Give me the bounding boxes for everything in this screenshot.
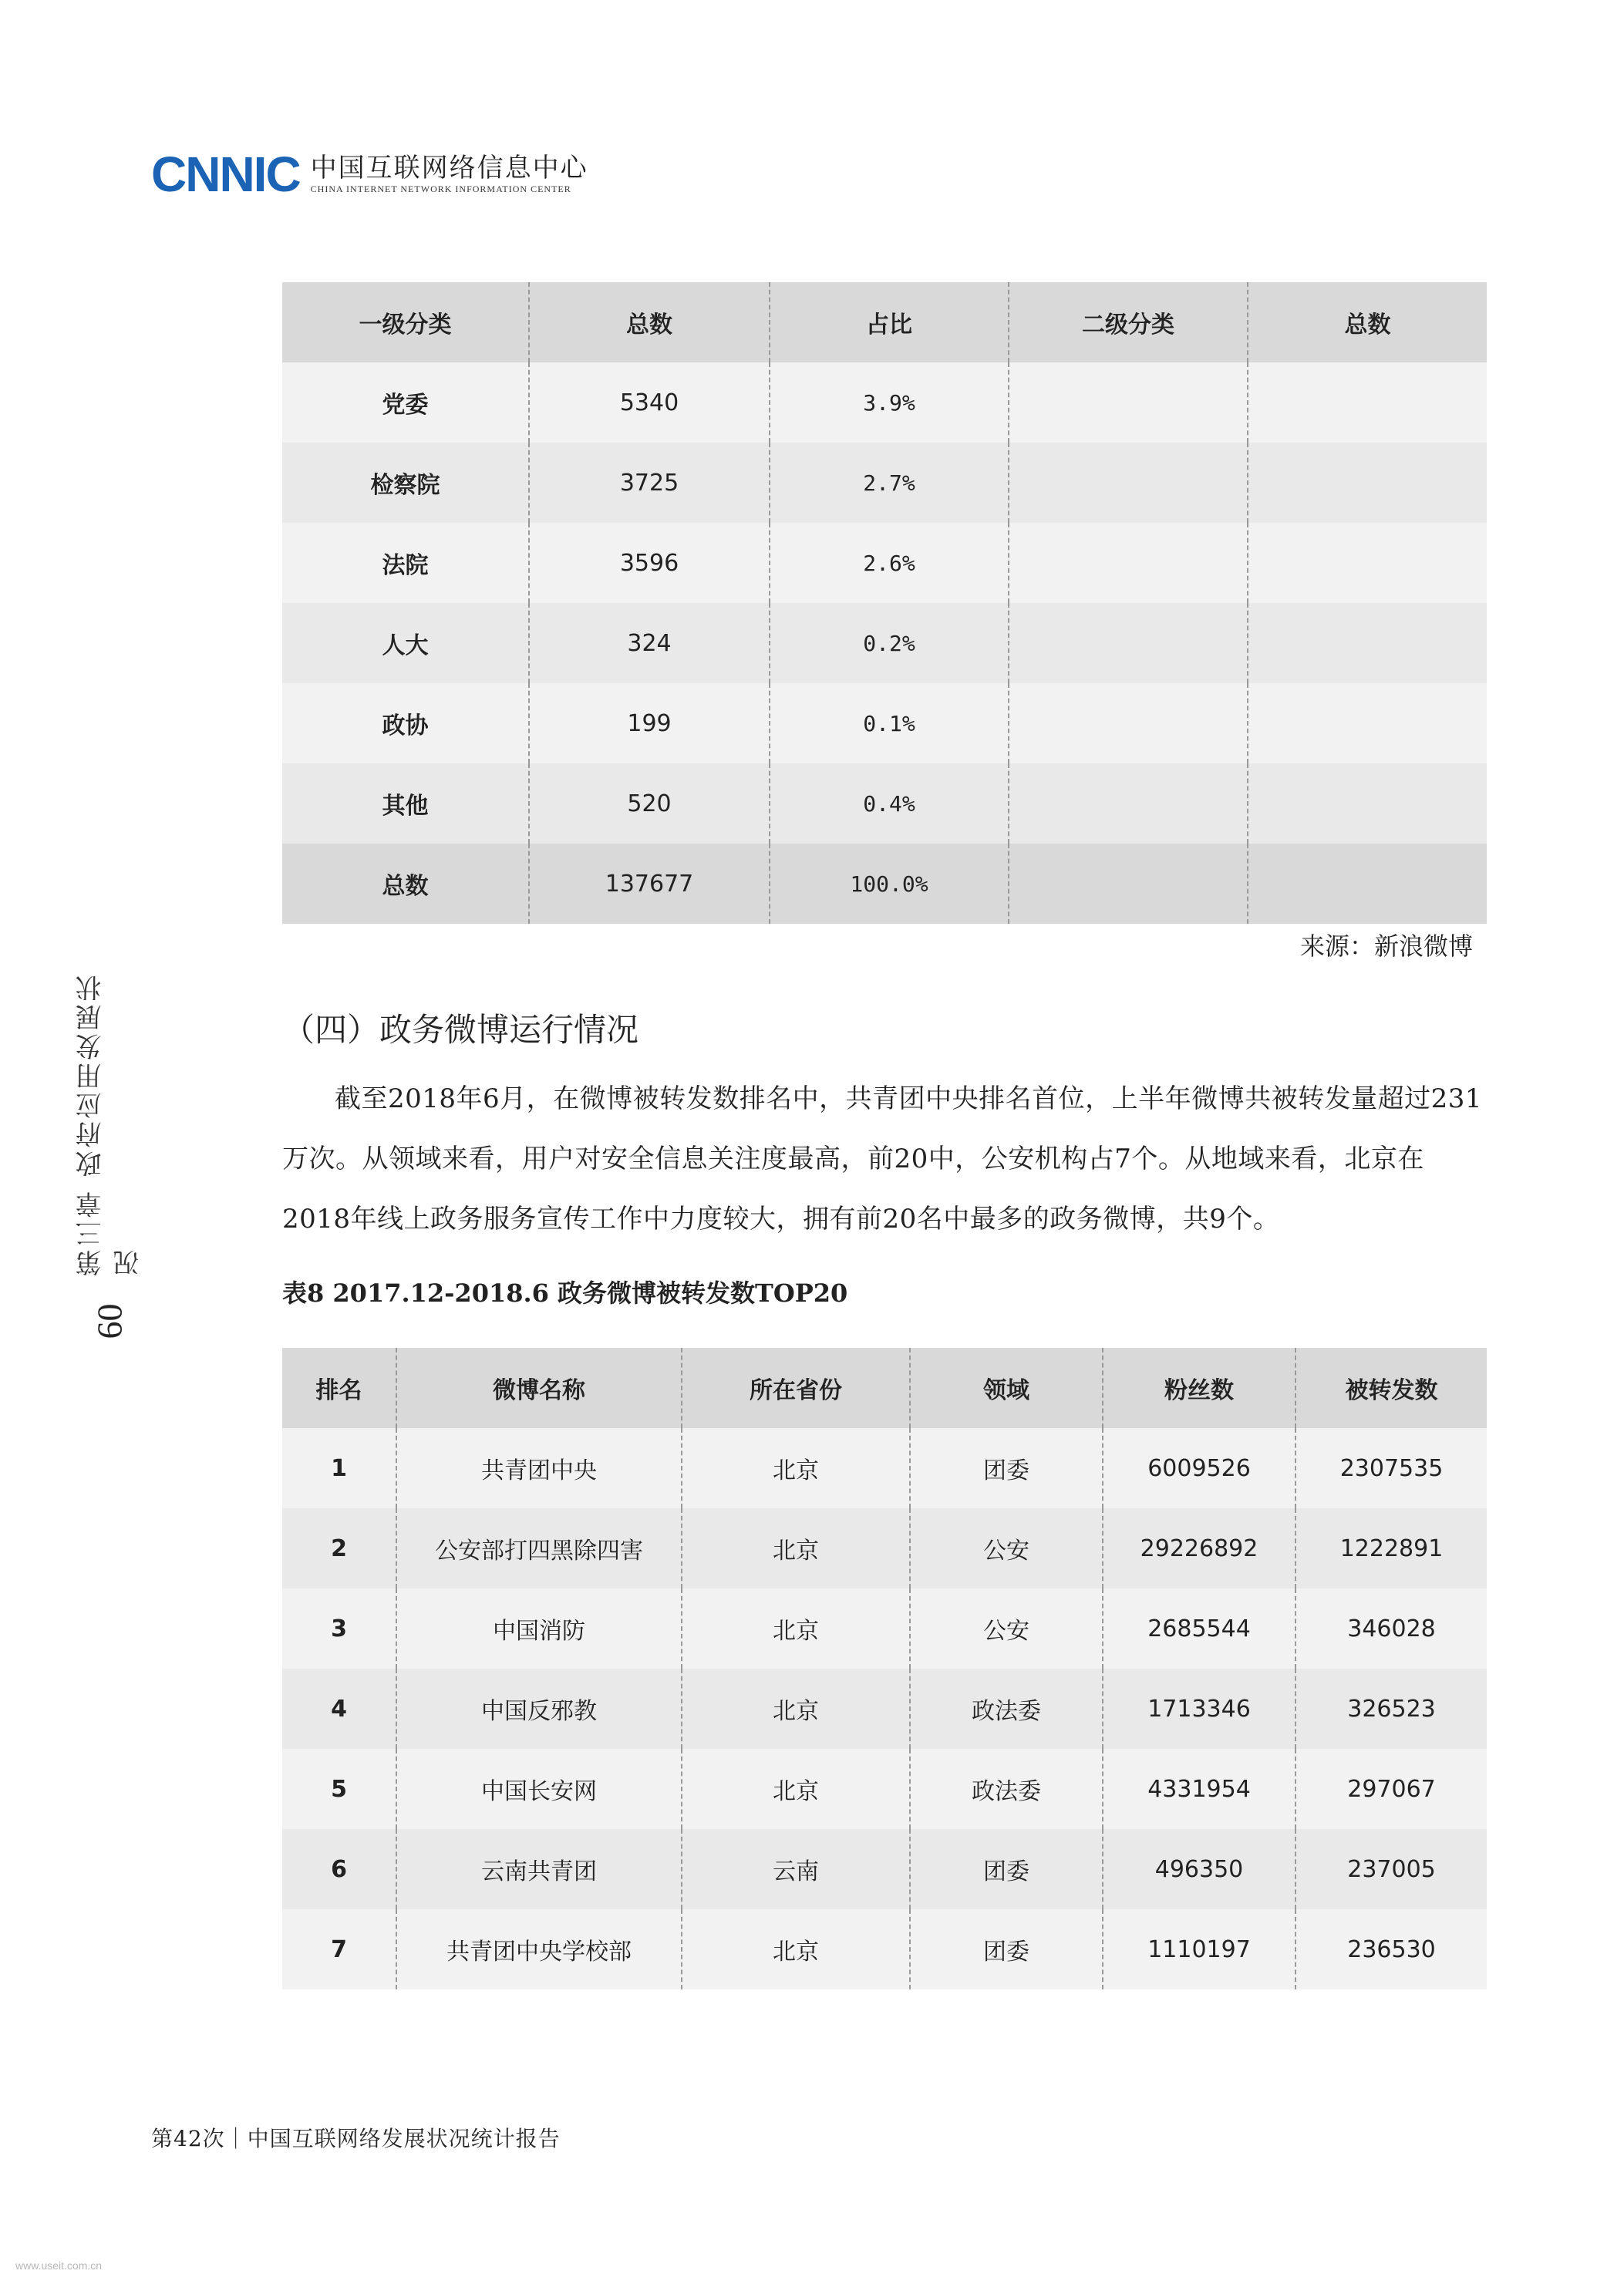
total-cell: 3596 (529, 523, 770, 603)
table-row (282, 443, 1487, 523)
header-cell: 被转发数 (1295, 1348, 1487, 1428)
watermark: www.useit.com.cn (15, 2259, 103, 2272)
subtotal-cell (1248, 603, 1487, 683)
table-row (282, 1588, 1487, 1669)
rank-cell: 5 (282, 1749, 396, 1829)
subtotal-cell (1248, 844, 1487, 924)
fans-cell: 4331954 (1103, 1749, 1295, 1829)
weibo-name-cell: 共青团中央 (396, 1428, 682, 1508)
field-cell: 政法委 (910, 1669, 1103, 1749)
category-cell: 法院 (282, 523, 529, 603)
rank-cell: 6 (282, 1829, 396, 1909)
table-header-row (282, 1348, 1487, 1428)
table-row (282, 603, 1487, 683)
side-chapter-label (76, 952, 144, 1353)
header-cell: 占比 (770, 282, 1009, 362)
reposts-cell: 297067 (1295, 1749, 1487, 1829)
fans-cell: 1713346 (1103, 1669, 1295, 1749)
weibo-name-cell: 中国消防 (396, 1588, 682, 1669)
category-cell: 其他 (282, 763, 529, 844)
field-cell: 团委 (910, 1909, 1103, 1989)
table-row (282, 1829, 1487, 1909)
category-cell: 人大 (282, 603, 529, 683)
header-cell: 总数 (1248, 282, 1487, 362)
province-cell: 北京 (682, 1428, 910, 1508)
ratio-cell: 0.2% (770, 603, 1009, 683)
reposts-cell: 1222891 (1295, 1508, 1487, 1588)
table-header-row (282, 282, 1487, 362)
total-cell: 520 (529, 763, 770, 844)
subcategory-cell (1009, 844, 1248, 924)
weibo-name-cell: 中国反邪教 (396, 1669, 682, 1749)
table-row (282, 362, 1487, 443)
ratio-cell: 100.0% (770, 844, 1009, 924)
table-total-row (282, 844, 1487, 924)
table-row (282, 1749, 1487, 1829)
province-cell: 北京 (682, 1588, 910, 1669)
subtotal-cell (1248, 683, 1487, 763)
total-cell: 137677 (529, 844, 770, 924)
field-cell: 团委 (910, 1428, 1103, 1508)
table-row (282, 1909, 1487, 1989)
chapter-title: 第三章 政府应用发展状况 (76, 972, 144, 1276)
subcategory-cell (1009, 683, 1248, 763)
reposts-cell: 346028 (1295, 1588, 1487, 1669)
weibo-name-cell: 中国长安网 (396, 1749, 682, 1829)
header-cell: 领域 (910, 1348, 1103, 1428)
logo-english-name: CHINA INTERNET NETWORK INFORMATION CENTER (310, 184, 571, 194)
fans-cell: 29226892 (1103, 1508, 1295, 1588)
rank-cell: 1 (282, 1428, 396, 1508)
header-cell: 总数 (529, 282, 770, 362)
category-cell: 政协 (282, 683, 529, 763)
subcategory-cell (1009, 603, 1248, 683)
province-cell: 云南 (682, 1829, 910, 1909)
ratio-cell: 0.4% (770, 763, 1009, 844)
subtotal-cell (1248, 763, 1487, 844)
ratio-cell: 2.7% (770, 443, 1009, 523)
fans-cell: 6009526 (1103, 1428, 1295, 1508)
table-source-note: 来源：新浪微博 (1299, 931, 1473, 961)
reposts-cell: 237005 (1295, 1829, 1487, 1909)
rank-cell: 7 (282, 1909, 396, 1989)
table-row (282, 523, 1487, 603)
subcategory-cell (1009, 362, 1248, 443)
reposts-cell: 2307535 (1295, 1428, 1487, 1508)
field-cell: 政法委 (910, 1749, 1103, 1829)
cnnic-logo (151, 147, 588, 202)
category-cell: 检察院 (282, 443, 529, 523)
table-row (282, 763, 1487, 844)
fans-cell: 1110197 (1103, 1909, 1295, 1989)
weibo-name-cell: 共青团中央学校部 (396, 1909, 682, 1989)
logo-chinese-name: 中国互联网络信息中心 (310, 153, 588, 184)
total-cell: 324 (529, 603, 770, 683)
ratio-cell: 0.1% (770, 683, 1009, 763)
ratio-cell: 3.9% (770, 362, 1009, 443)
subcategory-cell (1009, 523, 1248, 603)
body-paragraph: 截至2018年6月，在微博被转发数排名中，共青团中央排名首位，上半年微博共被转发量超过231万次。从领域来看，用户对安全信息关注度最高，前20中，公安机构占7个。从地域来看，北京在2018年线上政务服务宣传工作中力度较大，拥有前20名中最多的政务微博，共9个。 (282, 1083, 1483, 1235)
section-heading: （四）政务微博运行情况 (282, 1011, 639, 1049)
reposts-cell: 236530 (1295, 1909, 1487, 1989)
weibo-name-cell: 云南共青团 (396, 1829, 682, 1909)
table-caption: 表8 2017.12-2018.6 政务微博被转发数TOP20 (282, 1278, 848, 1308)
header-cell: 排名 (282, 1348, 396, 1428)
category-cell: 党委 (282, 362, 529, 443)
province-cell: 北京 (682, 1669, 910, 1749)
header-cell: 所在省份 (682, 1348, 910, 1428)
field-cell: 公安 (910, 1508, 1103, 1588)
province-cell: 北京 (682, 1749, 910, 1829)
header-cell: 粉丝数 (1103, 1348, 1295, 1428)
table-row (282, 1669, 1487, 1749)
table-row (282, 1508, 1487, 1588)
header-cell: 一级分类 (282, 282, 529, 362)
repost-ranking-table (282, 1348, 1487, 1989)
logo-mark: CNNIC (151, 147, 300, 202)
fans-cell: 496350 (1103, 1829, 1295, 1909)
table-row (282, 1428, 1487, 1508)
rank-cell: 3 (282, 1588, 396, 1669)
total-cell: 5340 (529, 362, 770, 443)
rank-cell: 4 (282, 1669, 396, 1749)
province-cell: 北京 (682, 1909, 910, 1989)
weibo-name-cell: 公安部打四黑除四害 (396, 1508, 682, 1588)
subtotal-cell (1248, 362, 1487, 443)
page-number: 60 (89, 1303, 130, 1339)
fans-cell: 2685544 (1103, 1588, 1295, 1669)
field-cell: 公安 (910, 1588, 1103, 1669)
category-table (282, 282, 1487, 924)
rank-cell: 2 (282, 1508, 396, 1588)
subtotal-cell (1248, 523, 1487, 603)
table-row (282, 683, 1487, 763)
total-cell: 199 (529, 683, 770, 763)
total-cell: 3725 (529, 443, 770, 523)
subtotal-cell (1248, 443, 1487, 523)
subcategory-cell (1009, 443, 1248, 523)
page-footer: 第42次｜中国互联网络发展状况统计报告 (151, 2126, 561, 2151)
header-cell: 二级分类 (1009, 282, 1248, 362)
logo-text (311, 153, 588, 195)
category-cell: 总数 (282, 844, 529, 924)
subcategory-cell (1009, 763, 1248, 844)
province-cell: 北京 (682, 1508, 910, 1588)
ratio-cell: 2.6% (770, 523, 1009, 603)
field-cell: 团委 (910, 1829, 1103, 1909)
reposts-cell: 326523 (1295, 1669, 1487, 1749)
header-cell: 微博名称 (396, 1348, 682, 1428)
